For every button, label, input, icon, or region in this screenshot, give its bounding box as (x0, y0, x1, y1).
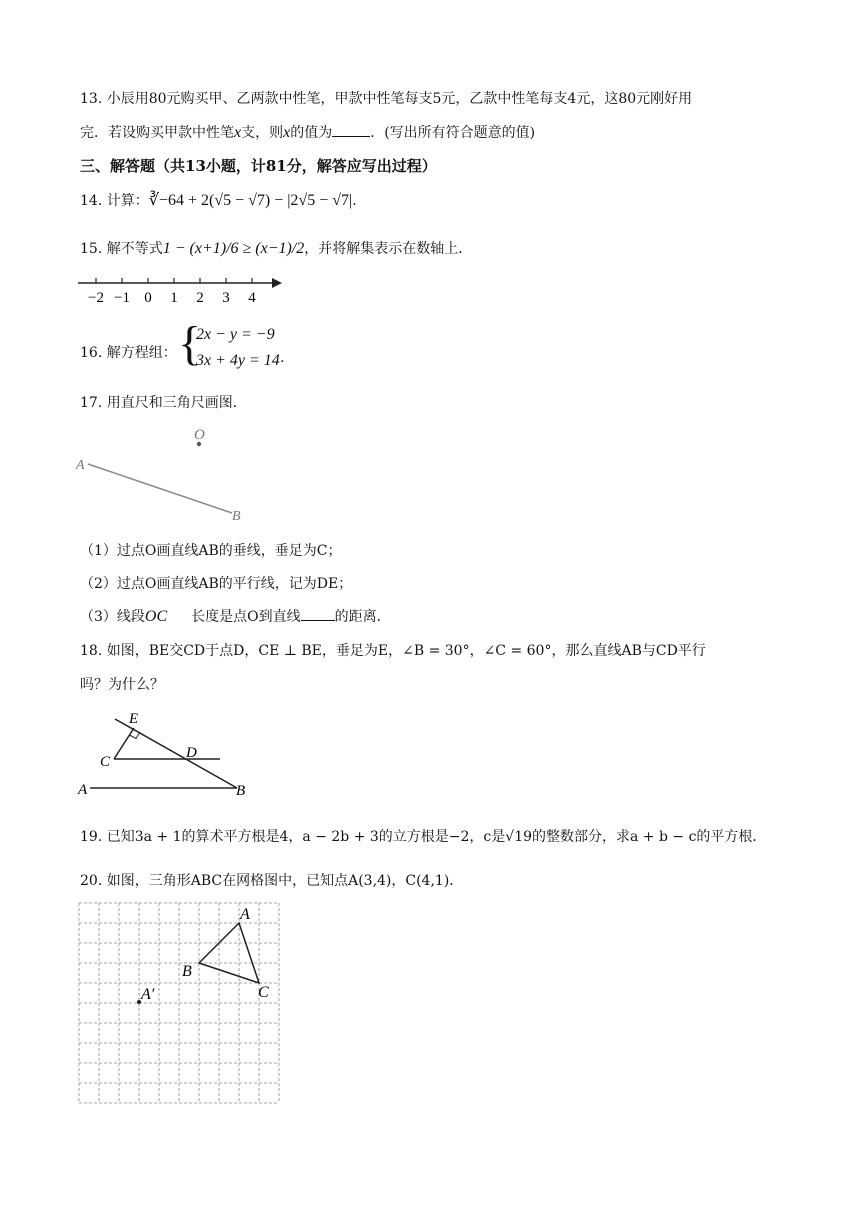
q15 (80, 238, 472, 258)
label-c: C (100, 754, 111, 770)
q17-part3-oc: OC (144, 608, 168, 625)
section3-title: 三、解答题（共13小题，计81分，解答应写出过程） (80, 157, 437, 175)
q13-var-1: x (234, 124, 242, 141)
q16-equation-2: 3x + 4y = 14 (196, 352, 280, 369)
q13-text-a: 完．若设购买甲款中性笔 (80, 125, 234, 141)
number-line-arrow-icon (272, 278, 282, 288)
q20-grid-figure (78, 902, 282, 1106)
q13-line2 (80, 122, 535, 142)
label-e: E (129, 711, 139, 727)
label-a: A (78, 782, 88, 798)
number-line-tick-label: 4 (248, 290, 256, 306)
label-a: A (240, 906, 250, 923)
triangle-abc (199, 923, 259, 983)
number-line-tick-label: −1 (114, 290, 130, 306)
label-d: D (186, 745, 197, 761)
q17-part3 (80, 606, 391, 626)
q15-tail: ，并将解集表示在数轴上． (304, 241, 473, 257)
q16-label: 16. 解方程组： (80, 345, 177, 361)
q15-inequality: 1 − (x+1)/6 ≥ (x−1)/2 (162, 240, 305, 257)
q13-line1: 13. 小辰用80元购买甲、乙两款中性笔，甲款中性笔每支5元，乙款中性笔每支4元，这80元刚好用 (80, 91, 693, 107)
number-line-tick-label: −2 (88, 290, 104, 306)
label-o: O (194, 427, 205, 443)
number-line (76, 272, 286, 308)
q20: 20. 如图，三角形ABC在网格图中，已知点A(3,4)，C(4,1)． (80, 873, 464, 889)
q17-figure (72, 420, 262, 525)
grid (79, 903, 279, 1103)
label-b: B (232, 509, 241, 524)
label-b: B (236, 783, 246, 799)
q16-equation-1: 2x − y = −9 (196, 326, 275, 343)
q17-part2: （2）过点O画直线AB的平行线，记为DE； (80, 576, 353, 592)
q16-end: . (280, 350, 285, 366)
segment-ab (88, 464, 232, 513)
q18-figure (74, 706, 264, 802)
q18-line1: 18. 如图，BE交CD于点D，CE ⊥ BE，垂足为E，∠B = 30°，∠C = 60°，那么直线AB与CD平行 (80, 643, 706, 659)
q14-expression: ∛−64 + 2(√5 − √7) − |2√5 − √7| (148, 192, 353, 209)
q13-text-d: ．(写出所有符合题意的值) (370, 125, 536, 141)
label-b: B (182, 963, 192, 980)
q13-text-c: 的值为 (290, 125, 333, 141)
q17-part3-a: （3）线段 (80, 609, 145, 625)
q14 (80, 190, 357, 210)
q17-label: 17. 用直尺和三角尺画图． (80, 395, 247, 411)
number-line-tick-label: 3 (222, 290, 230, 306)
q13-var-2: x (283, 124, 291, 141)
q13-text-b: 支，则 (241, 125, 284, 141)
q17-part3-d: 的距离． (334, 609, 391, 625)
q13-answer-blank[interactable] (332, 124, 370, 137)
segment-ce (114, 728, 134, 759)
label-a: A (76, 458, 85, 473)
number-line-tick-label: 2 (196, 290, 204, 306)
number-line-tick-label: 0 (144, 290, 152, 306)
number-line-tick-label: 1 (170, 290, 178, 306)
label-a-prime: A′ (141, 986, 155, 1003)
q14-label: 14. 计算： (80, 193, 149, 209)
q15-label: 15. 解不等式 (80, 241, 163, 257)
q19: 19. 已知3a + 1的算术平方根是4，a − 2b + 3的立方根是−2，c是√19的整数部分，求a + b − c的平方根． (80, 829, 767, 845)
q18-line2: 吗？为什么？ (80, 677, 164, 693)
q17-part3-c: 长度是点O到直线 (191, 609, 301, 625)
label-c: C (258, 984, 269, 1001)
q16-brace: { (178, 317, 202, 370)
q14-end: . (352, 193, 357, 209)
q17-part1: （1）过点O画直线AB的垂线，垂足为C； (80, 543, 342, 559)
q17-answer-blank[interactable] (301, 608, 335, 621)
